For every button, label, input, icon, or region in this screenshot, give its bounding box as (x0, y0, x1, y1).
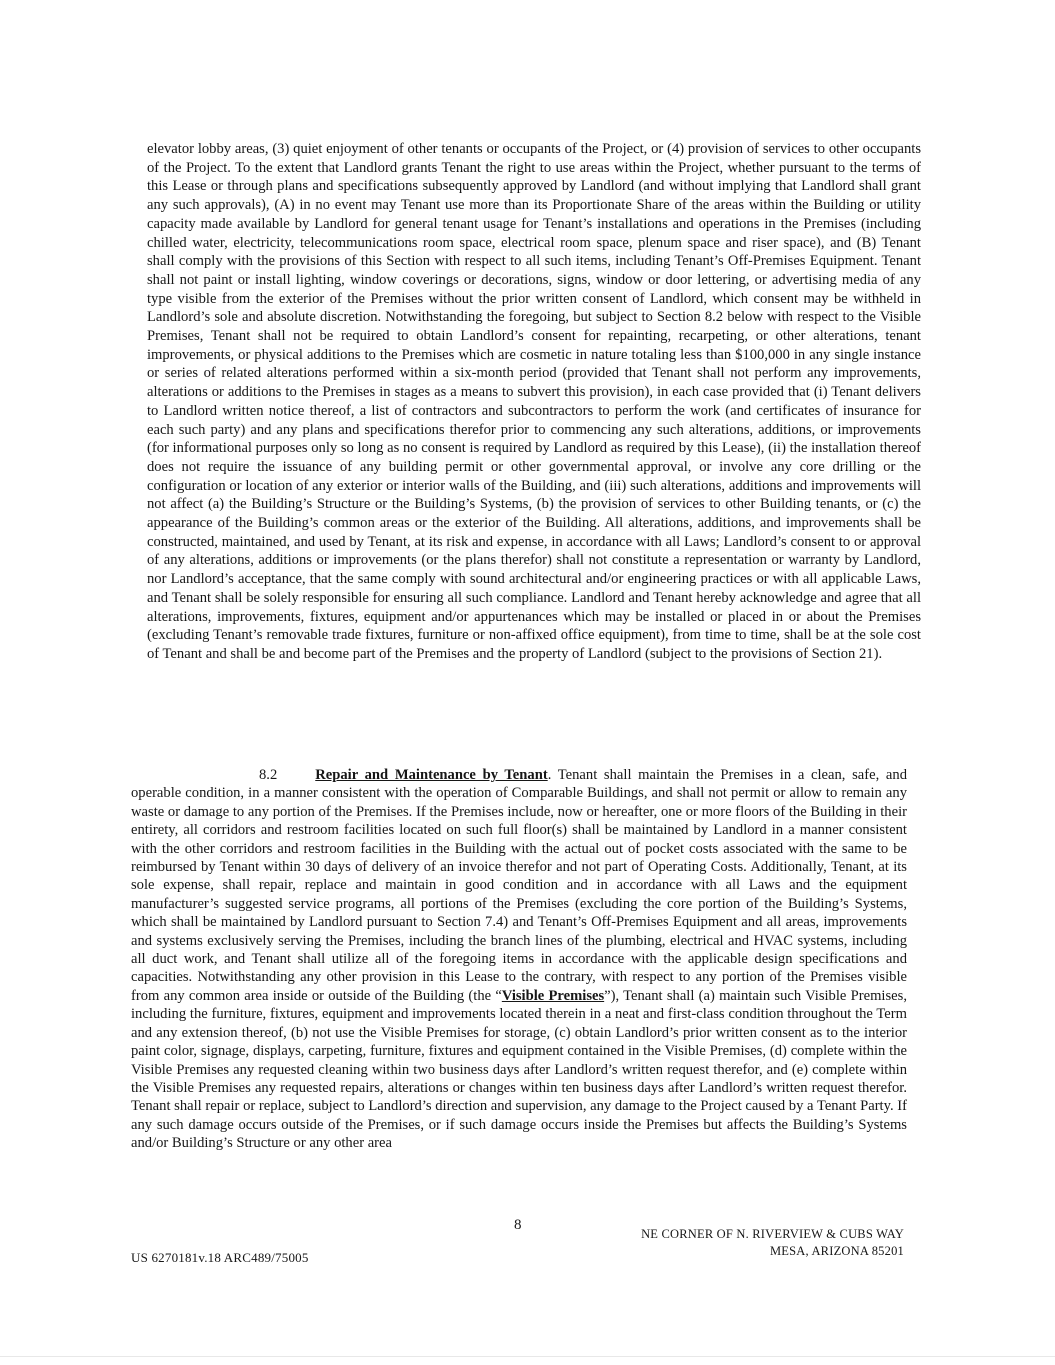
paragraph-continuation: elevator lobby areas, (3) quiet enjoyment of other tenants or occupants of the Project, or (4) provision of services to other occupants of the Project. To the extent that Landlord grants Tenant the right to use areas within the Project, whether pursuant to the terms of this Lease or through plans and specifications subsequently approved by Landlord (and without implying that Landlord shall grant any such approvals), (A) in no event may Tenant use more than its Proportionate Share of the areas within the Building or utility capacity made available by Landlord for general tenant usage for Tenant’s installations and operations in the Premises (including chilled water, electricity, telecommunications room space, electrical room space, plenum space and riser space), and (B) Tenant shall comply with the provisions of this Section with respect to all such items, including Tenant’s Off-Premises Equipment. Tenant shall not paint or install lighting, window coverings or decorations, signs, window or door lettering, or advertising media of any type visible from the exterior of the Premises without the prior written consent of Landlord, which consent may be withheld in Landlord’s sole and absolute discretion. Notwithstanding the foregoing, but subject to Section 8.2 below with respect to the Visible Premises, Tenant shall not be required to obtain Landlord’s consent for repainting, recarpeting, or other alterations, tenant improvements, or physical additions to the Premises which are cosmetic in nature totaling less than $100,000 in any single instance or series of related alterations performed within a six-month period (provided that Tenant shall not perform any improvements, alterations or additions to the Premises in stages as a means to subvert this provision), in each case provided that (i) Tenant delivers to Landlord written notice thereof, a list of contractors and subcontractors to perform the work (and certificates of insurance for each such party) and any plans and specifications therefor prior to commencing any such alterations, additions, or improvements (for informational purposes only so long as no consent is required by Landlord as required by this Lease), (ii) the installation thereof does not require the issuance of any building permit or other governmental approval, or involve any core drilling or the configuration or location of any exterior or interior walls of the Building, and (iii) such alterations, additions and improvements will not affect (a) the Building’s Structure or the Building’s Systems, (b) the provision of services to other Building tenants, or (c) the appearance of the Building’s common areas or the exterior of the Building. All alterations, additions, and improvements shall be constructed, maintained, and used by Tenant, at its risk and expense, in accordance with all Laws; Landlord’s consent to or approval of any alterations, additions or improvements (or the plans therefor) shall not constitute a representation or warranty by Landlord, nor Landlord’s acceptance, that the same comply with sound architectural and/or engineering practices or with all applicable Laws, and Tenant shall be solely responsible for ensuring all such compliance. Landlord and Tenant hereby acknowledge and agree that all alterations, improvements, fixtures, equipment and/or appurtenances which may be installed or placed in or about the Premises (excluding Tenant’s removable trade fixtures, furniture or non-affixed office equipment), from time to time, shall be at the sole cost of Tenant and shall be and become part of the Premises and the property of Landlord (subject to the provisions of Section 21). (147, 141, 921, 662)
defined-term-visible-premises: Visible Premises (501, 987, 605, 1004)
property-address (641, 1226, 904, 1260)
section-8-2-paragraph (131, 766, 907, 1153)
section-number: 8.2 (259, 767, 278, 783)
document-id: US 6270181v.18 ARC489/75005 (131, 1250, 309, 1265)
scan-edge-line (0, 1356, 1055, 1357)
address-line-2: MESA, ARIZONA 85201 (769, 1244, 904, 1258)
section-text-part2: ”), Tenant shall (a) maintain such Visible Premises, including the furniture, fixtures, equipment and improvements located therein in a neat and first-class condition throughout the Term and any extension thereof, (b) not use the Visible Premises for storage, (c) obtain Landlord’s prior written consent as to the interior paint color, signage, displays, carpeting, furniture, fixtures and equipment contained in the Visible Premises, (d) complete within the Visible Premises any requested cleaning within two business days after Landlord’s written request therefor, and (e) complete within the Visible Premises any requested repairs, alterations or changes within ten business days after Landlord’s written request therefor. Tenant shall repair or replace, subject to Landlord’s direction and supervision, any damage to the Project caused by a Tenant Party. If any such damage occurs outside of the Premises, or if such damage occurs inside the Premises but affects the Building’s Systems and/or Building’s Structure or any other area (131, 987, 907, 1152)
section-text-part1: . Tenant shall maintain the Premises in a clean, safe, and operable condition, in a manner consistent with the operation of Comparable Buildings, and shall not permit or allow to remain any waste or damage to any portion of the Premises. If the Premises include, now or hereafter, one or more floors of the Building in their entirety, all corridors and restroom facilities located on such full floor(s) shall be maintained by Landlord in a manner consistent with the other corridors and restroom facilities in the Building with the actual out of pocket costs associated with the same to be reimbursed by Tenant within 30 days of delivery of an invoice therefor and not part of Operating Costs. Additionally, Tenant, at its sole expense, shall repair, replace and maintain in good condition and in accordance with all Laws and the equipment manufacturer’s suggested service programs, all portions of the Premises (excluding the core portion of the Building’s Systems, which shall be maintained by Landlord pursuant to Section 7.4) and Tenant’s Off-Premises Equipment and all areas, improvements and systems exclusively serving the Premises, including the branch lines of the plumbing, electrical and HVAC systems, including all duct work, and Tenant shall utilize all of the foregoing items in accordance with the applicable design specifications and capacities. Notwithstanding any other provision in this Lease to the contrary, with respect to any portion of the Premises visible from any common area inside or outside of the Building (the “ (131, 767, 908, 1004)
page-number: 8 (514, 1217, 522, 1233)
section-heading: Repair and Maintenance by Tenant (315, 767, 548, 783)
address-line-1: NE CORNER OF N. RIVERVIEW & CUBS WAY (641, 1227, 904, 1241)
